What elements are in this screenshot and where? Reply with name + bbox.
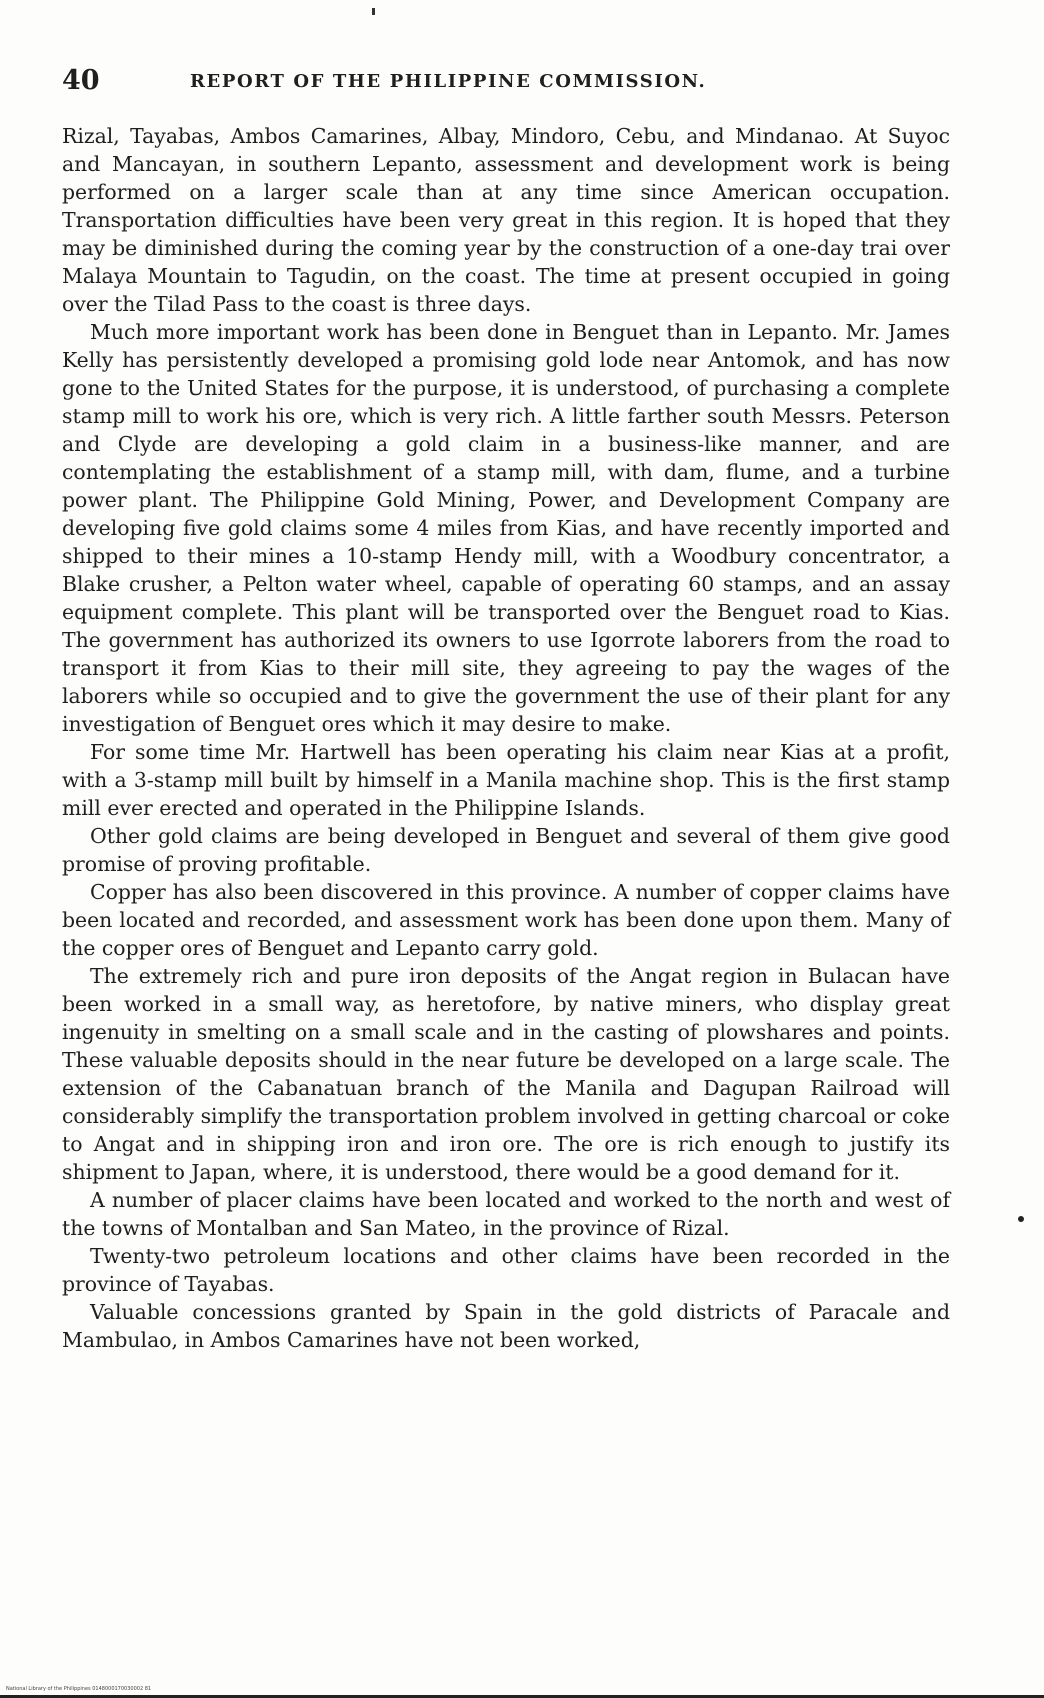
paragraph: For some time Mr. Hartwell has been operating his claim near Kias at a profit, with a 3-stamp mill built by himself in a Manila machine shop. This is the first stamp mill ever erected and operated in the Philippine Islands. — [62, 740, 950, 820]
paragraph: Other gold claims are being developed in Benguet and several of them give good promise of proving profitable. — [62, 824, 950, 876]
paragraph: A number of placer claims have been located and worked to the north and west of the towns of Montalban and San Mateo, in the province of Rizal. — [62, 1188, 950, 1240]
paragraph: Much more important work has been done in Benguet than in Lepanto. Mr. James Kelly has persistently developed a promising gold lode near Antomok, and has now gone to the United States for the purpose, it is understood, of purchasing a complete stamp mill to work his ore, which is very rich. A little farther south Messrs. Peterson and Clyde are developing a gold claim in a business-like manner, and are contemplating the establishment of a stamp mill, with dam, flume, and a turbine power plant. The Philippine Gold Mining, Power, and Development Company are developing five gold claims some 4 miles from Kias, and have recently imported and shipped to their mines a 10-stamp Hendy mill, with a Woodbury concentrator, a Blake crusher, a Pelton water wheel, capable of operating 60 stamps, and an assay equipment complete. This plant will be transported over the Benguet road to Kias. The government has authorized its owners to use Igorrote laborers from the road to transport it from Kias to their mill site, they agreeing to pay the wages of the laborers while so occupied and to give the government the use of their plant for any investigation of Benguet ores which it may desire to make. — [62, 320, 950, 736]
running-head: REPORT OF THE PHILIPPINE COMMISSION. — [190, 71, 707, 92]
page-number: 40 — [62, 65, 100, 96]
paragraph: The extremely rich and pure iron deposits of the Angat region in Bulacan have been worked in a small way, as heretofore, by native miners, who display great ingenuity in smelting on a small scale and in the casting of plowshares and points. These valuable deposits should in the near future be developed on a large scale. The extension of the Cabanatuan branch of the Manila and Dagupan Railroad will considerably simplify the transportation problem involved in getting charcoal or coke to Angat and in shipping iron and iron ore. The ore is rich enough to justify its shipment to Japan, where, it is understood, there would be a good demand for it. — [62, 964, 950, 1184]
paragraph: Copper has also been discovered in this province. A number of copper claims have been located and recorded, and assessment work has been done upon them. Many of the copper ores of Benguet and Lepanto carry gold. — [62, 880, 950, 960]
paragraph: Valuable concessions granted by Spain in the gold districts of Paracale and Mambulao, in Ambos Camarines have not been worked, — [62, 1300, 950, 1352]
paragraph: Twenty-two petroleum locations and other claims have been recorded in the province of Tayabas. — [62, 1244, 950, 1296]
margin-dot — [1018, 1216, 1024, 1222]
scan-mark — [372, 8, 375, 15]
paragraph: Rizal, Tayabas, Ambos Camarines, Albay, Mindoro, Cebu, and Mindanao. At Suyoc and Mancayan, in southern Lepanto, assessment and development work is being performed on a larger scale than at any time since American occupation. Transportation difficulties have been very great in this region. It is hoped that they may be diminished during the coming year by the construction of a one-day trai over Malaya Mountain to Tagudin, on the coast. The time at present occupied in going over the Tilad Pass to the coast is three days. — [62, 124, 950, 316]
library-stamp: National Library of the Philippines 0148000170030002 81 — [6, 1686, 152, 1692]
page-header — [62, 66, 942, 96]
body-text — [62, 122, 950, 1354]
